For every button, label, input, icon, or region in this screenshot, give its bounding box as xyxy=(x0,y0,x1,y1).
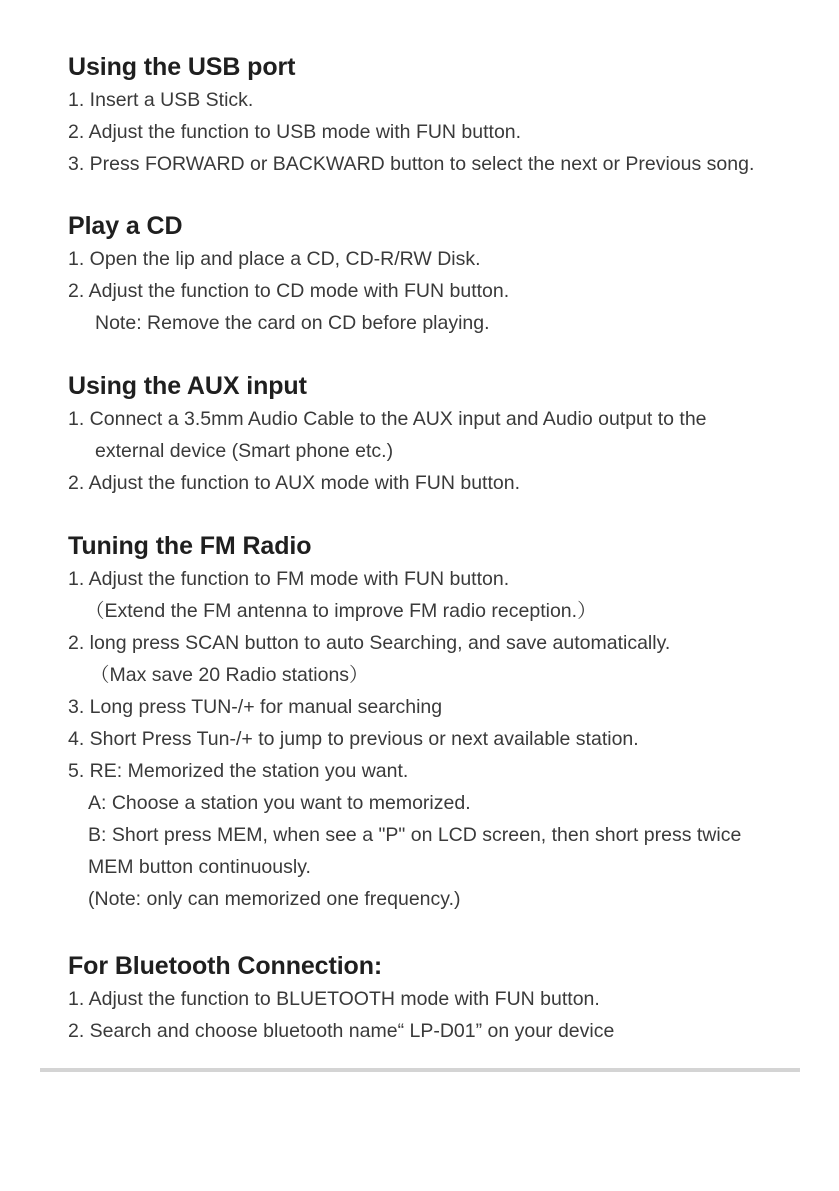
instruction-line: 2. Adjust the function to AUX mode with FUN button. xyxy=(68,472,520,494)
instruction-note: （Extend the FM antenna to improve FM radio reception.） xyxy=(85,600,597,622)
section-heading: For Bluetooth Connection: xyxy=(68,952,383,980)
section-heading: Tuning the FM Radio xyxy=(68,532,312,560)
instruction-note: Note: Remove the card on CD before playing. xyxy=(95,312,490,334)
instruction-line: 2. Adjust the function to CD mode with FUN button. xyxy=(68,280,510,302)
instruction-subline: B: Short press MEM, when see a "P" on LCD screen, then short press twice xyxy=(88,824,742,846)
section-heading: Play a CD xyxy=(68,212,183,240)
section-fm-radio xyxy=(68,530,818,915)
instruction-line: 4. Short Press Tun-/+ to jump to previous or next available station. xyxy=(68,728,639,750)
instruction-line: 1. Adjust the function to FM mode with FUN button. xyxy=(68,568,510,590)
instruction-line: 5. RE: Memorized the station you want. xyxy=(68,760,409,782)
instruction-note: (Note: only can memorized one frequency.) xyxy=(88,888,461,910)
instruction-line: 3. Press FORWARD or BACKWARD button to select the next or Previous song. xyxy=(68,153,755,175)
section-aux xyxy=(68,370,818,499)
instruction-line: 2. Search and choose bluetooth name“ LP-D01” on your device xyxy=(68,1020,615,1042)
instruction-note: （Max save 20 Radio stations） xyxy=(90,664,369,686)
instruction-line: 1. Connect a 3.5mm Audio Cable to the AUX input and Audio output to the xyxy=(68,408,707,430)
instruction-subline: MEM button continuously. xyxy=(88,856,311,878)
instruction-line: 3. Long press TUN-/+ for manual searching xyxy=(68,696,443,718)
section-heading: Using the AUX input xyxy=(68,372,307,400)
section-heading: Using the USB port xyxy=(68,53,296,81)
instruction-subline: A: Choose a station you want to memorized. xyxy=(88,792,471,814)
section-cd xyxy=(68,210,818,339)
instruction-line: 2. long press SCAN button to auto Searching, and save automatically. xyxy=(68,632,671,654)
section-usb xyxy=(68,51,818,180)
instruction-line: 1. Adjust the function to BLUETOOTH mode with FUN button. xyxy=(68,988,600,1010)
instruction-line: 1. Insert a USB Stick. xyxy=(68,89,254,111)
instruction-line: 1. Open the lip and place a CD, CD-R/RW Disk. xyxy=(68,248,481,270)
footer-divider xyxy=(40,1068,800,1072)
section-bluetooth xyxy=(68,950,818,1047)
instruction-line: 2. Adjust the function to USB mode with FUN button. xyxy=(68,121,522,143)
instruction-line: external device (Smart phone etc.) xyxy=(95,440,394,462)
